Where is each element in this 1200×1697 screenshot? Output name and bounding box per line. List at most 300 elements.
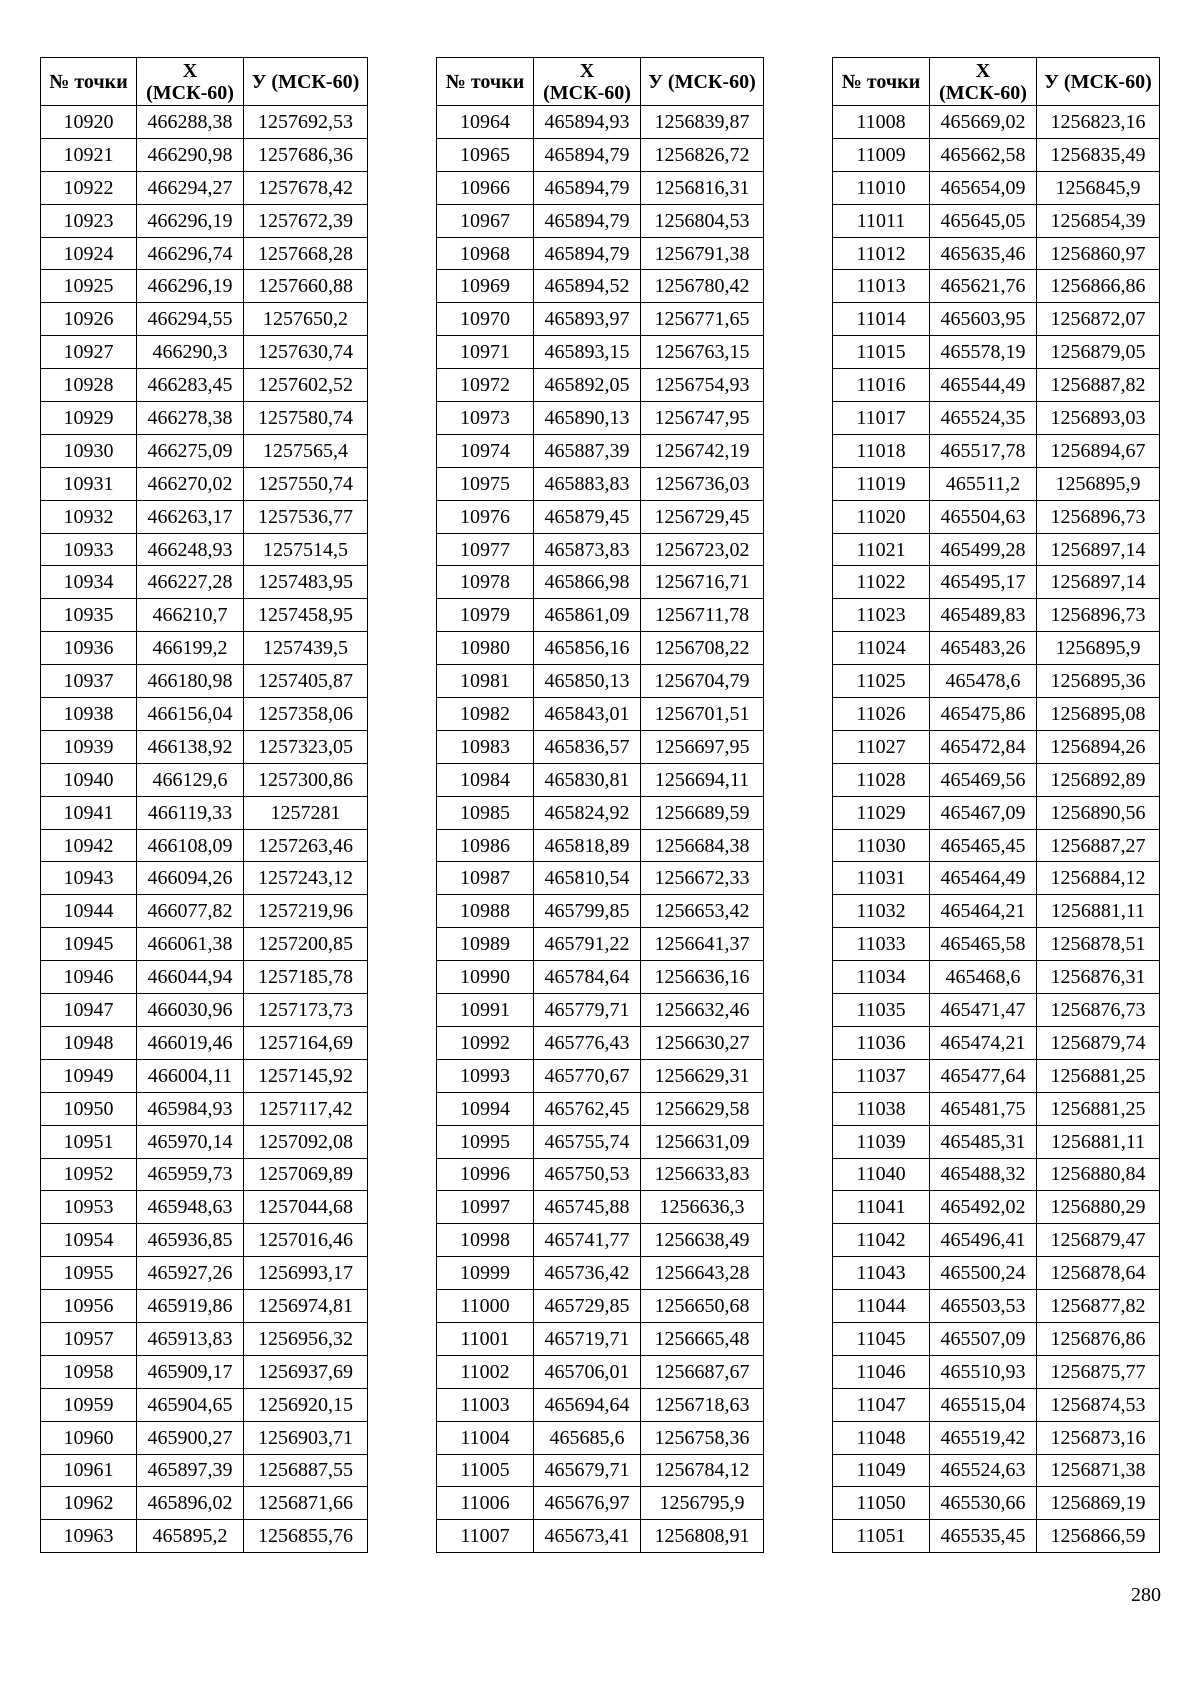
y-coordinate-cell: 1256887,27 <box>1037 829 1160 862</box>
x-coordinate-cell: 465481,75 <box>930 1092 1037 1125</box>
x-coordinate-cell: 465464,21 <box>930 895 1037 928</box>
x-coordinate-cell: 465465,45 <box>930 829 1037 862</box>
y-coordinate-cell: 1256881,25 <box>1037 1059 1160 1092</box>
y-coordinate-cell: 1256823,16 <box>1037 106 1160 139</box>
x-coordinate-cell: 465896,02 <box>137 1487 244 1520</box>
point-number-cell: 11023 <box>833 599 930 632</box>
x-coordinate-cell: 465897,39 <box>137 1454 244 1487</box>
x-coordinate-cell: 466275,09 <box>137 434 244 467</box>
y-coordinate-cell: 1257536,77 <box>244 500 368 533</box>
table-row <box>833 1290 1160 1323</box>
table-row <box>437 599 764 632</box>
x-coordinate-cell: 466210,7 <box>137 599 244 632</box>
table-row <box>437 369 764 402</box>
y-coordinate-cell: 1257550,74 <box>244 467 368 500</box>
point-number-cell: 10981 <box>437 665 534 698</box>
table-row <box>833 763 1160 796</box>
point-number-cell: 10941 <box>41 796 137 829</box>
y-coordinate-cell: 1256808,91 <box>641 1520 764 1553</box>
y-coordinate-cell: 1256876,86 <box>1037 1322 1160 1355</box>
table-row <box>41 1158 368 1191</box>
table-row <box>833 1191 1160 1224</box>
y-coordinate-cell: 1257145,92 <box>244 1059 368 1092</box>
point-number-cell: 10936 <box>41 632 137 665</box>
table-row <box>41 303 368 336</box>
table-row <box>833 1224 1160 1257</box>
x-coordinate-cell: 465750,53 <box>534 1158 641 1191</box>
point-number-cell: 11050 <box>833 1487 930 1520</box>
point-number-cell: 11036 <box>833 1026 930 1059</box>
table-row <box>41 138 368 171</box>
point-number-cell: 11022 <box>833 566 930 599</box>
table-row <box>833 1026 1160 1059</box>
y-coordinate-cell: 1256716,71 <box>641 566 764 599</box>
coordinates-table-3 <box>832 57 1160 1553</box>
table-body <box>437 106 764 1553</box>
x-coordinate-cell: 466263,17 <box>137 500 244 533</box>
x-coordinate-cell: 466004,11 <box>137 1059 244 1092</box>
table-row <box>41 1487 368 1520</box>
table-row <box>437 632 764 665</box>
table-row <box>437 1388 764 1421</box>
point-number-cell: 10987 <box>437 862 534 895</box>
y-coordinate-cell: 1256643,28 <box>641 1257 764 1290</box>
point-number-cell: 11033 <box>833 928 930 961</box>
point-number-cell: 10999 <box>437 1257 534 1290</box>
table-row <box>833 961 1160 994</box>
x-coordinate-cell: 465736,42 <box>534 1257 641 1290</box>
x-coordinate-cell: 466119,33 <box>137 796 244 829</box>
x-coordinate-cell: 465919,86 <box>137 1290 244 1323</box>
point-number-cell: 11026 <box>833 698 930 731</box>
y-coordinate-cell: 1256729,45 <box>641 500 764 533</box>
point-number-cell: 10973 <box>437 402 534 435</box>
y-coordinate-cell: 1256632,46 <box>641 994 764 1027</box>
y-coordinate-cell: 1256684,38 <box>641 829 764 862</box>
x-coordinate-cell: 465948,63 <box>137 1191 244 1224</box>
table-row <box>437 270 764 303</box>
x-coordinate-cell: 465496,41 <box>930 1224 1037 1257</box>
point-number-cell: 10954 <box>41 1224 137 1257</box>
x-coordinate-cell: 465500,24 <box>930 1257 1037 1290</box>
y-coordinate-cell: 1256795,9 <box>641 1487 764 1520</box>
x-coordinate-cell: 466248,93 <box>137 533 244 566</box>
y-coordinate-cell: 1256665,48 <box>641 1322 764 1355</box>
y-coordinate-cell: 1256895,36 <box>1037 665 1160 698</box>
x-coordinate-cell: 465745,88 <box>534 1191 641 1224</box>
x-coordinate-cell: 465662,58 <box>930 138 1037 171</box>
x-coordinate-cell: 465894,79 <box>534 237 641 270</box>
point-number-cell: 11041 <box>833 1191 930 1224</box>
y-coordinate-cell: 1256894,26 <box>1037 730 1160 763</box>
y-coordinate-cell: 1256878,64 <box>1037 1257 1160 1290</box>
point-number-cell: 10967 <box>437 204 534 237</box>
x-coordinate-cell: 465894,79 <box>534 138 641 171</box>
y-coordinate-cell: 1256937,69 <box>244 1355 368 1388</box>
point-number-cell: 10959 <box>41 1388 137 1421</box>
y-coordinate-cell: 1256896,73 <box>1037 500 1160 533</box>
x-coordinate-cell: 465669,02 <box>930 106 1037 139</box>
x-coordinate-cell: 465544,49 <box>930 369 1037 402</box>
table-row <box>437 1322 764 1355</box>
y-coordinate-cell: 1256895,9 <box>1037 467 1160 500</box>
table-row <box>41 500 368 533</box>
header-x-coordinate: Х (МСК-60) <box>534 58 641 106</box>
point-number-cell: 11010 <box>833 171 930 204</box>
point-number-cell: 10920 <box>41 106 137 139</box>
point-number-cell: 10951 <box>41 1125 137 1158</box>
table-row <box>833 632 1160 665</box>
table-row <box>41 961 368 994</box>
table-row <box>833 895 1160 928</box>
y-coordinate-cell: 1256704,79 <box>641 665 764 698</box>
y-coordinate-cell: 1256869,19 <box>1037 1487 1160 1520</box>
x-coordinate-cell: 465830,81 <box>534 763 641 796</box>
x-coordinate-cell: 466278,38 <box>137 402 244 435</box>
x-coordinate-cell: 465866,98 <box>534 566 641 599</box>
table-row <box>833 1125 1160 1158</box>
table-row <box>437 961 764 994</box>
point-number-cell: 10949 <box>41 1059 137 1092</box>
table-row <box>833 1257 1160 1290</box>
y-coordinate-cell: 1256641,37 <box>641 928 764 961</box>
point-number-cell: 11011 <box>833 204 930 237</box>
x-coordinate-cell: 465465,58 <box>930 928 1037 961</box>
x-coordinate-cell: 465511,2 <box>930 467 1037 500</box>
y-coordinate-cell: 1256697,95 <box>641 730 764 763</box>
y-coordinate-cell: 1256723,02 <box>641 533 764 566</box>
point-number-cell: 10927 <box>41 336 137 369</box>
table-row <box>437 1125 764 1158</box>
table-row <box>437 1224 764 1257</box>
y-coordinate-cell: 1256860,97 <box>1037 237 1160 270</box>
y-coordinate-cell: 1256845,9 <box>1037 171 1160 204</box>
point-number-cell: 11035 <box>833 994 930 1027</box>
point-number-cell: 10945 <box>41 928 137 961</box>
table-row <box>437 829 764 862</box>
point-number-cell: 11046 <box>833 1355 930 1388</box>
x-coordinate-cell: 465890,13 <box>534 402 641 435</box>
y-coordinate-cell: 1257281 <box>244 796 368 829</box>
point-number-cell: 10953 <box>41 1191 137 1224</box>
x-coordinate-cell: 465472,84 <box>930 730 1037 763</box>
y-coordinate-cell: 1256839,87 <box>641 106 764 139</box>
table-row <box>833 862 1160 895</box>
point-number-cell: 11034 <box>833 961 930 994</box>
table-row <box>41 829 368 862</box>
point-number-cell: 11031 <box>833 862 930 895</box>
x-coordinate-cell: 465784,64 <box>534 961 641 994</box>
point-number-cell: 11047 <box>833 1388 930 1421</box>
table-row <box>833 730 1160 763</box>
point-number-cell: 11039 <box>833 1125 930 1158</box>
x-coordinate-cell: 466227,28 <box>137 566 244 599</box>
point-number-cell: 11032 <box>833 895 930 928</box>
y-coordinate-cell: 1256758,36 <box>641 1421 764 1454</box>
y-coordinate-cell: 1256876,73 <box>1037 994 1160 1027</box>
y-coordinate-cell: 1256880,29 <box>1037 1191 1160 1224</box>
y-coordinate-cell: 1257686,36 <box>244 138 368 171</box>
point-number-cell: 10930 <box>41 434 137 467</box>
y-coordinate-cell: 1256742,19 <box>641 434 764 467</box>
point-number-cell: 10943 <box>41 862 137 895</box>
coordinates-table-1 <box>40 57 368 1553</box>
x-coordinate-cell: 465810,54 <box>534 862 641 895</box>
point-number-cell: 10960 <box>41 1421 137 1454</box>
point-number-cell: 11028 <box>833 763 930 796</box>
y-coordinate-cell: 1257439,5 <box>244 632 368 665</box>
x-coordinate-cell: 465818,89 <box>534 829 641 862</box>
point-number-cell: 10950 <box>41 1092 137 1125</box>
point-number-cell: 10926 <box>41 303 137 336</box>
table-row <box>437 698 764 731</box>
header-y-coordinate: У (МСК-60) <box>1037 58 1160 106</box>
point-number-cell: 10993 <box>437 1059 534 1092</box>
y-coordinate-cell: 1257458,95 <box>244 599 368 632</box>
table-row <box>833 106 1160 139</box>
y-coordinate-cell: 1257300,86 <box>244 763 368 796</box>
table-body <box>41 106 368 1553</box>
y-coordinate-cell: 1257672,39 <box>244 204 368 237</box>
table-row <box>41 1125 368 1158</box>
point-number-cell: 10946 <box>41 961 137 994</box>
table-row <box>41 895 368 928</box>
y-coordinate-cell: 1257173,73 <box>244 994 368 1027</box>
y-coordinate-cell: 1256876,31 <box>1037 961 1160 994</box>
point-number-cell: 10922 <box>41 171 137 204</box>
header-y-coordinate: У (МСК-60) <box>641 58 764 106</box>
x-coordinate-cell: 465893,15 <box>534 336 641 369</box>
table-body <box>833 106 1160 1553</box>
y-coordinate-cell: 1256884,12 <box>1037 862 1160 895</box>
x-coordinate-cell: 466077,82 <box>137 895 244 928</box>
point-number-cell: 11021 <box>833 533 930 566</box>
x-coordinate-cell: 465645,05 <box>930 204 1037 237</box>
y-coordinate-cell: 1257630,74 <box>244 336 368 369</box>
x-coordinate-cell: 465468,6 <box>930 961 1037 994</box>
x-coordinate-cell: 465524,63 <box>930 1454 1037 1487</box>
x-coordinate-cell: 465909,17 <box>137 1355 244 1388</box>
y-coordinate-cell: 1256689,59 <box>641 796 764 829</box>
x-coordinate-cell: 465478,6 <box>930 665 1037 698</box>
x-coordinate-cell: 466294,27 <box>137 171 244 204</box>
table-row <box>437 994 764 1027</box>
y-coordinate-cell: 1256804,53 <box>641 204 764 237</box>
x-coordinate-cell: 465495,17 <box>930 566 1037 599</box>
x-coordinate-cell: 465894,79 <box>534 171 641 204</box>
point-number-cell: 10983 <box>437 730 534 763</box>
x-coordinate-cell: 465507,09 <box>930 1322 1037 1355</box>
x-coordinate-cell: 466061,38 <box>137 928 244 961</box>
point-number-cell: 11005 <box>437 1454 534 1487</box>
point-number-cell: 10931 <box>41 467 137 500</box>
y-coordinate-cell: 1256629,58 <box>641 1092 764 1125</box>
y-coordinate-cell: 1256687,67 <box>641 1355 764 1388</box>
table-row <box>437 1487 764 1520</box>
x-coordinate-cell: 465503,53 <box>930 1290 1037 1323</box>
y-coordinate-cell: 1257580,74 <box>244 402 368 435</box>
x-coordinate-cell: 465477,64 <box>930 1059 1037 1092</box>
table-row <box>833 1322 1160 1355</box>
point-number-cell: 11025 <box>833 665 930 698</box>
point-number-cell: 10997 <box>437 1191 534 1224</box>
x-coordinate-cell: 465530,66 <box>930 1487 1037 1520</box>
x-coordinate-cell: 465510,93 <box>930 1355 1037 1388</box>
point-number-cell: 11020 <box>833 500 930 533</box>
table-row <box>833 796 1160 829</box>
x-coordinate-cell: 465621,76 <box>930 270 1037 303</box>
table-row <box>437 106 764 139</box>
table-header-row <box>437 58 764 106</box>
point-number-cell: 10923 <box>41 204 137 237</box>
x-coordinate-cell: 465519,42 <box>930 1421 1037 1454</box>
y-coordinate-cell: 1257219,96 <box>244 895 368 928</box>
x-coordinate-cell: 465861,09 <box>534 599 641 632</box>
y-coordinate-cell: 1256871,66 <box>244 1487 368 1520</box>
y-coordinate-cell: 1256763,15 <box>641 336 764 369</box>
x-coordinate-cell: 465799,85 <box>534 895 641 928</box>
table-row <box>41 1322 368 1355</box>
table-row <box>437 862 764 895</box>
point-number-cell: 10991 <box>437 994 534 1027</box>
x-coordinate-cell: 465895,2 <box>137 1520 244 1553</box>
y-coordinate-cell: 1256894,67 <box>1037 434 1160 467</box>
point-number-cell: 10957 <box>41 1322 137 1355</box>
point-number-cell: 10935 <box>41 599 137 632</box>
point-number-cell: 10998 <box>437 1224 534 1257</box>
table-row <box>41 171 368 204</box>
table-row <box>41 1224 368 1257</box>
point-number-cell: 11042 <box>833 1224 930 1257</box>
table-row <box>41 1257 368 1290</box>
table-row <box>41 862 368 895</box>
y-coordinate-cell: 1256879,74 <box>1037 1026 1160 1059</box>
y-coordinate-cell: 1256631,09 <box>641 1125 764 1158</box>
table-row <box>833 434 1160 467</box>
point-number-cell: 10986 <box>437 829 534 862</box>
y-coordinate-cell: 1256874,53 <box>1037 1388 1160 1421</box>
table-row <box>41 763 368 796</box>
x-coordinate-cell: 465984,93 <box>137 1092 244 1125</box>
x-coordinate-cell: 466283,45 <box>137 369 244 402</box>
y-coordinate-cell: 1256881,25 <box>1037 1092 1160 1125</box>
y-coordinate-cell: 1257358,06 <box>244 698 368 731</box>
y-coordinate-cell: 1256887,82 <box>1037 369 1160 402</box>
table-row <box>41 1026 368 1059</box>
y-coordinate-cell: 1257660,88 <box>244 270 368 303</box>
point-number-cell: 10948 <box>41 1026 137 1059</box>
y-coordinate-cell: 1256718,63 <box>641 1388 764 1421</box>
y-coordinate-cell: 1256653,42 <box>641 895 764 928</box>
table-row <box>833 237 1160 270</box>
y-coordinate-cell: 1256747,95 <box>641 402 764 435</box>
table-row <box>41 1355 368 1388</box>
y-coordinate-cell: 1256875,77 <box>1037 1355 1160 1388</box>
point-number-cell: 11008 <box>833 106 930 139</box>
point-number-cell: 11027 <box>833 730 930 763</box>
x-coordinate-cell: 465706,01 <box>534 1355 641 1388</box>
y-coordinate-cell: 1256855,76 <box>244 1520 368 1553</box>
table-row <box>41 237 368 270</box>
point-number-cell: 10977 <box>437 533 534 566</box>
y-coordinate-cell: 1256877,82 <box>1037 1290 1160 1323</box>
x-coordinate-cell: 466290,3 <box>137 336 244 369</box>
table-row <box>41 1388 368 1421</box>
x-coordinate-cell: 465719,71 <box>534 1322 641 1355</box>
table-row <box>41 1191 368 1224</box>
y-coordinate-cell: 1256694,11 <box>641 763 764 796</box>
y-coordinate-cell: 1256866,86 <box>1037 270 1160 303</box>
y-coordinate-cell: 1256672,33 <box>641 862 764 895</box>
point-number-cell: 11015 <box>833 336 930 369</box>
y-coordinate-cell: 1257164,69 <box>244 1026 368 1059</box>
point-number-cell: 10947 <box>41 994 137 1027</box>
x-coordinate-cell: 465673,41 <box>534 1520 641 1553</box>
x-coordinate-cell: 466199,2 <box>137 632 244 665</box>
table-row <box>41 106 368 139</box>
x-coordinate-cell: 465603,95 <box>930 303 1037 336</box>
y-coordinate-cell: 1256780,42 <box>641 270 764 303</box>
x-coordinate-cell: 465893,97 <box>534 303 641 336</box>
x-coordinate-cell: 465904,65 <box>137 1388 244 1421</box>
x-coordinate-cell: 465469,56 <box>930 763 1037 796</box>
header-point-number: № точки <box>437 58 534 106</box>
table-row <box>833 829 1160 862</box>
x-coordinate-cell: 466290,98 <box>137 138 244 171</box>
table-row <box>833 599 1160 632</box>
point-number-cell: 10985 <box>437 796 534 829</box>
table-row <box>437 402 764 435</box>
table-row <box>41 928 368 961</box>
table-row <box>833 928 1160 961</box>
table-row <box>41 566 368 599</box>
table-row <box>41 994 368 1027</box>
table-row <box>437 1355 764 1388</box>
point-number-cell: 10994 <box>437 1092 534 1125</box>
y-coordinate-cell: 1256878,51 <box>1037 928 1160 961</box>
header-y-coordinate: У (МСК-60) <box>244 58 368 106</box>
table-row <box>437 1092 764 1125</box>
table-row <box>437 895 764 928</box>
table-header-row <box>833 58 1160 106</box>
x-coordinate-cell: 465679,71 <box>534 1454 641 1487</box>
table-row <box>41 599 368 632</box>
y-coordinate-cell: 1257650,2 <box>244 303 368 336</box>
x-coordinate-cell: 465489,83 <box>930 599 1037 632</box>
x-coordinate-cell: 465504,63 <box>930 500 1037 533</box>
point-number-cell: 11045 <box>833 1322 930 1355</box>
point-number-cell: 11004 <box>437 1421 534 1454</box>
x-coordinate-cell: 465856,16 <box>534 632 641 665</box>
table-row <box>833 336 1160 369</box>
table-row <box>437 237 764 270</box>
x-coordinate-cell: 465762,45 <box>534 1092 641 1125</box>
x-coordinate-cell: 466129,6 <box>137 763 244 796</box>
x-coordinate-cell: 465492,02 <box>930 1191 1037 1224</box>
y-coordinate-cell: 1256711,78 <box>641 599 764 632</box>
point-number-cell: 10989 <box>437 928 534 961</box>
point-number-cell: 11002 <box>437 1355 534 1388</box>
x-coordinate-cell: 465850,13 <box>534 665 641 698</box>
table-row <box>833 171 1160 204</box>
y-coordinate-cell: 1256629,31 <box>641 1059 764 1092</box>
table-row <box>41 1421 368 1454</box>
y-coordinate-cell: 1256896,73 <box>1037 599 1160 632</box>
table-row <box>437 730 764 763</box>
point-number-cell: 11038 <box>833 1092 930 1125</box>
y-coordinate-cell: 1256881,11 <box>1037 1125 1160 1158</box>
y-coordinate-cell: 1256890,56 <box>1037 796 1160 829</box>
